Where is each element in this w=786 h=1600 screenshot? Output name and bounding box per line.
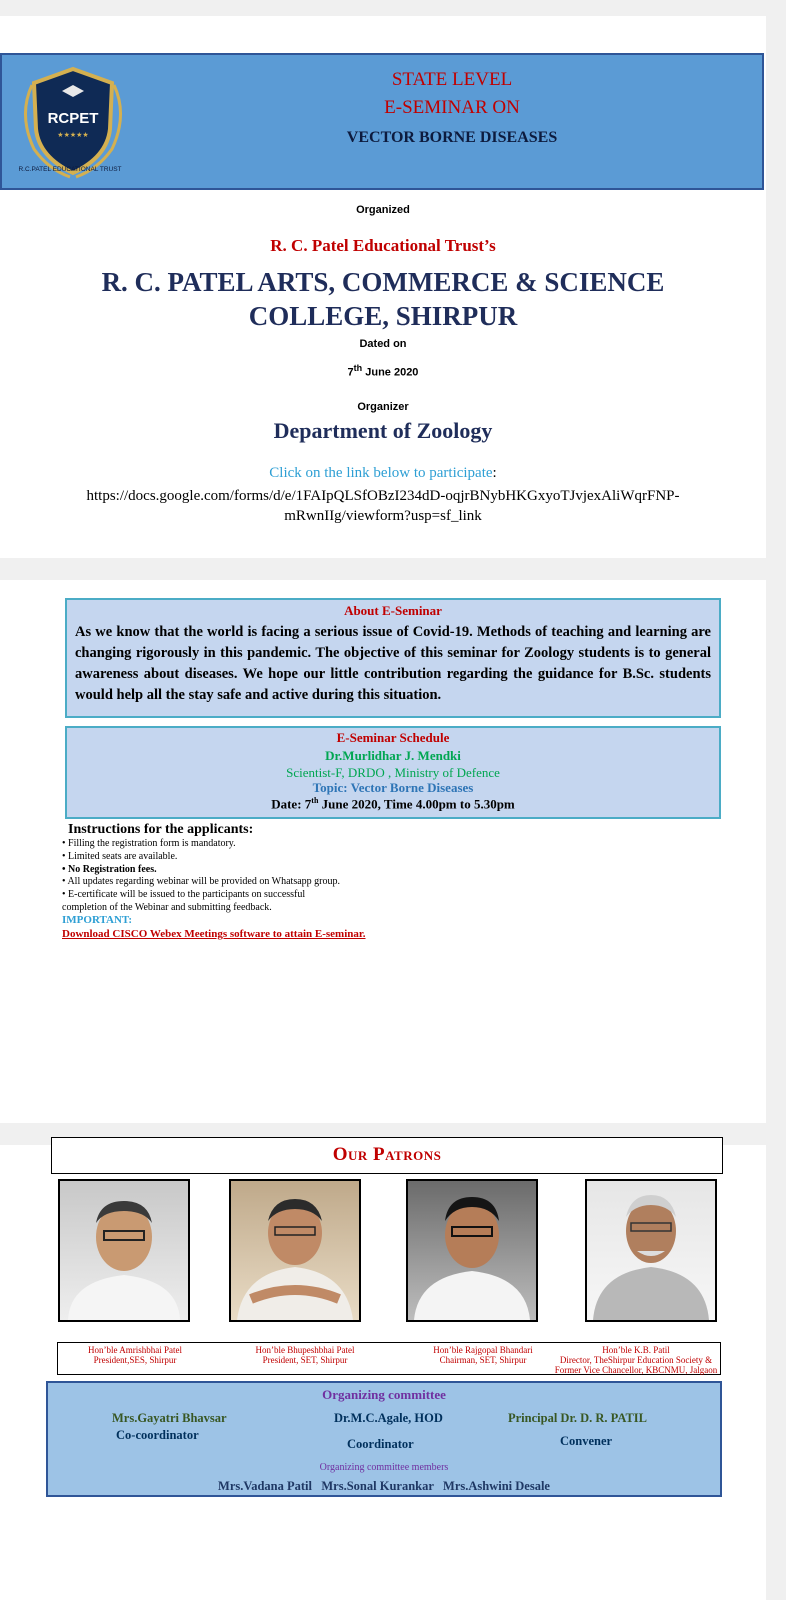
organizer-label: Organizer [357, 401, 409, 413]
about-box [65, 598, 721, 718]
title-banner [0, 53, 764, 190]
instruction-item: • No Registration fees. [62, 863, 157, 875]
patron-photo-4 [585, 1179, 717, 1322]
patron-caption-2 [230, 1345, 380, 1365]
patron-2-portrait [231, 1181, 359, 1320]
sched-date-label: Date: 7 [271, 796, 312, 812]
convener-name: Principal Dr. D. R. PATIL [508, 1411, 648, 1425]
patron-photo-3 [406, 1179, 538, 1322]
patron-4-name: Hon’ble K.B. Patil [602, 1345, 670, 1355]
committee-members: Mrs.Vadana Patil Mrs.Sonal Kurankar Mrs.Ashwini Desale [218, 1479, 550, 1493]
important-label: IMPORTANT: [62, 914, 133, 926]
instructions-list [62, 838, 382, 915]
patron-1-name: Hon’ble Amrishbhai Patel [88, 1345, 182, 1355]
patron-3-title: Chairman, SET, Shirpur [439, 1355, 527, 1365]
sched-date-sup: th [311, 796, 319, 805]
patron-3-portrait [408, 1181, 536, 1320]
banner-line-3: VECTOR BORNE DISEASES [346, 129, 558, 146]
patron-4-title-2: Former Vice Chancellor, KBCNMU, Jalgaon [554, 1365, 718, 1375]
participate-label: Click on the link below to participate [269, 465, 493, 481]
convener-role: Convener [560, 1434, 613, 1448]
patron-1-title: President,SES, Shirpur [93, 1355, 177, 1365]
instruction-item: • Filling the registration form is mandatory. [62, 838, 236, 849]
patron-3-name: Hon’ble Rajgopal Bhandari [433, 1345, 533, 1355]
date-sup: th [353, 363, 363, 373]
instruction-item: completion of the Webinar and submitting feedback. [62, 901, 272, 913]
coordinator-role: Coordinator [347, 1437, 414, 1451]
instruction-item: • Limited seats are available. [62, 850, 178, 862]
committee-box [46, 1381, 722, 1497]
url-line-1[interactable]: https://docs.google.com/forms/d/e/1FAIpQLSfOBzI234dD-oqjrBNybHKGxyoTJvjexAliWqrFNP- [86, 488, 680, 504]
patron-caption-3 [408, 1345, 558, 1365]
instruction-item: • All updates regarding webinar will be provided on Whatsapp group. [62, 876, 340, 888]
members-title: Organizing committee members [319, 1462, 449, 1473]
college-line-1: R. C. PATEL ARTS, COMMERCE & SCIENCE [101, 267, 665, 297]
registration-link[interactable] [0, 486, 766, 526]
organized-label: Organized [356, 204, 410, 216]
department-name: Department of Zoology [273, 418, 493, 443]
flyer-page-3 [0, 1145, 766, 1600]
flyer-page-2 [0, 580, 766, 1123]
seminar-topic: Topic: Vector Borne Diseases [312, 780, 474, 795]
logo-caption: R.C.PATEL EDUCATIONAL TRUST [18, 166, 122, 173]
banner-line-2: E-SEMINAR ON [384, 97, 520, 118]
seminar-date [67, 796, 719, 812]
date-day: 7 [347, 366, 354, 379]
committee-title: Organizing committee [322, 1387, 446, 1402]
patron-caption-1 [60, 1345, 210, 1365]
flyer-page-1 [0, 16, 766, 558]
speaker-name: Dr.Murlidhar J. Mendki [325, 748, 461, 763]
patron-2-name: Hon’ble Bhupeshbhai Patel [255, 1345, 355, 1355]
download-link[interactable]: Download CISCO Webex Meetings software to attain E-seminar. [62, 928, 366, 940]
trust-name: R. C. Patel Educational Trust’s [270, 236, 496, 255]
sched-date-rest: June 2020, Time 4.00pm to 5.30pm [318, 796, 515, 812]
co-coordinator-name: Mrs.Gayatri Bhavsar [112, 1411, 227, 1425]
college-line-2: COLLEGE, SHIRPUR [248, 301, 518, 331]
participate-text [0, 465, 766, 482]
date-rest: June 2020 [362, 366, 419, 379]
instructions-title: Instructions for the applicants: [68, 822, 254, 837]
patron-1-portrait [60, 1181, 188, 1320]
url-line-2[interactable]: mRwnIIg/viewform?usp=sf_link [284, 508, 482, 524]
patron-4-portrait [587, 1181, 715, 1320]
dated-label: Dated on [359, 338, 407, 350]
patron-captions [57, 1342, 721, 1375]
participate-colon: : [492, 465, 497, 481]
patrons-title: Our Patrons [332, 1144, 442, 1165]
coordinator-name: Dr.M.C.Agale, HOD [334, 1411, 443, 1425]
patron-4-title: Director, TheShirpur Education Society & [559, 1355, 713, 1365]
logo-stars: ★★★★★ [57, 131, 89, 139]
event-date [0, 363, 766, 379]
rcpet-logo [12, 65, 134, 183]
speaker-role: Scientist-F, DRDO , Ministry of Defence [286, 765, 500, 780]
co-coordinator-role: Co-coordinator [116, 1428, 199, 1442]
banner-line-1: STATE LEVEL [391, 69, 513, 90]
patron-2-title: President, SET, Shirpur [262, 1355, 348, 1365]
patron-photo-2 [229, 1179, 361, 1322]
patron-caption-4 [552, 1345, 720, 1375]
logo-text: RCPET [47, 110, 99, 127]
schedule-title: E-Seminar Schedule [336, 730, 450, 745]
patron-photo-1 [58, 1179, 190, 1322]
instruction-item: • E-certificate will be issued to the participants on successful [62, 889, 306, 901]
about-title: About E-Seminar [344, 603, 442, 618]
about-text: As we know that the world is facing a serious issue of Covid-19. Methods of teaching and learning are changing rigorously in this pandemic. The objective of this seminar for Zoology students is to general awareness about diseases. We hope our little contribution regarding the guidance for B.Sc. students would help all the stay safe and active during this situation. [75, 624, 711, 703]
college-name [0, 265, 766, 333]
schedule-box [65, 726, 721, 819]
patrons-header [51, 1137, 723, 1174]
